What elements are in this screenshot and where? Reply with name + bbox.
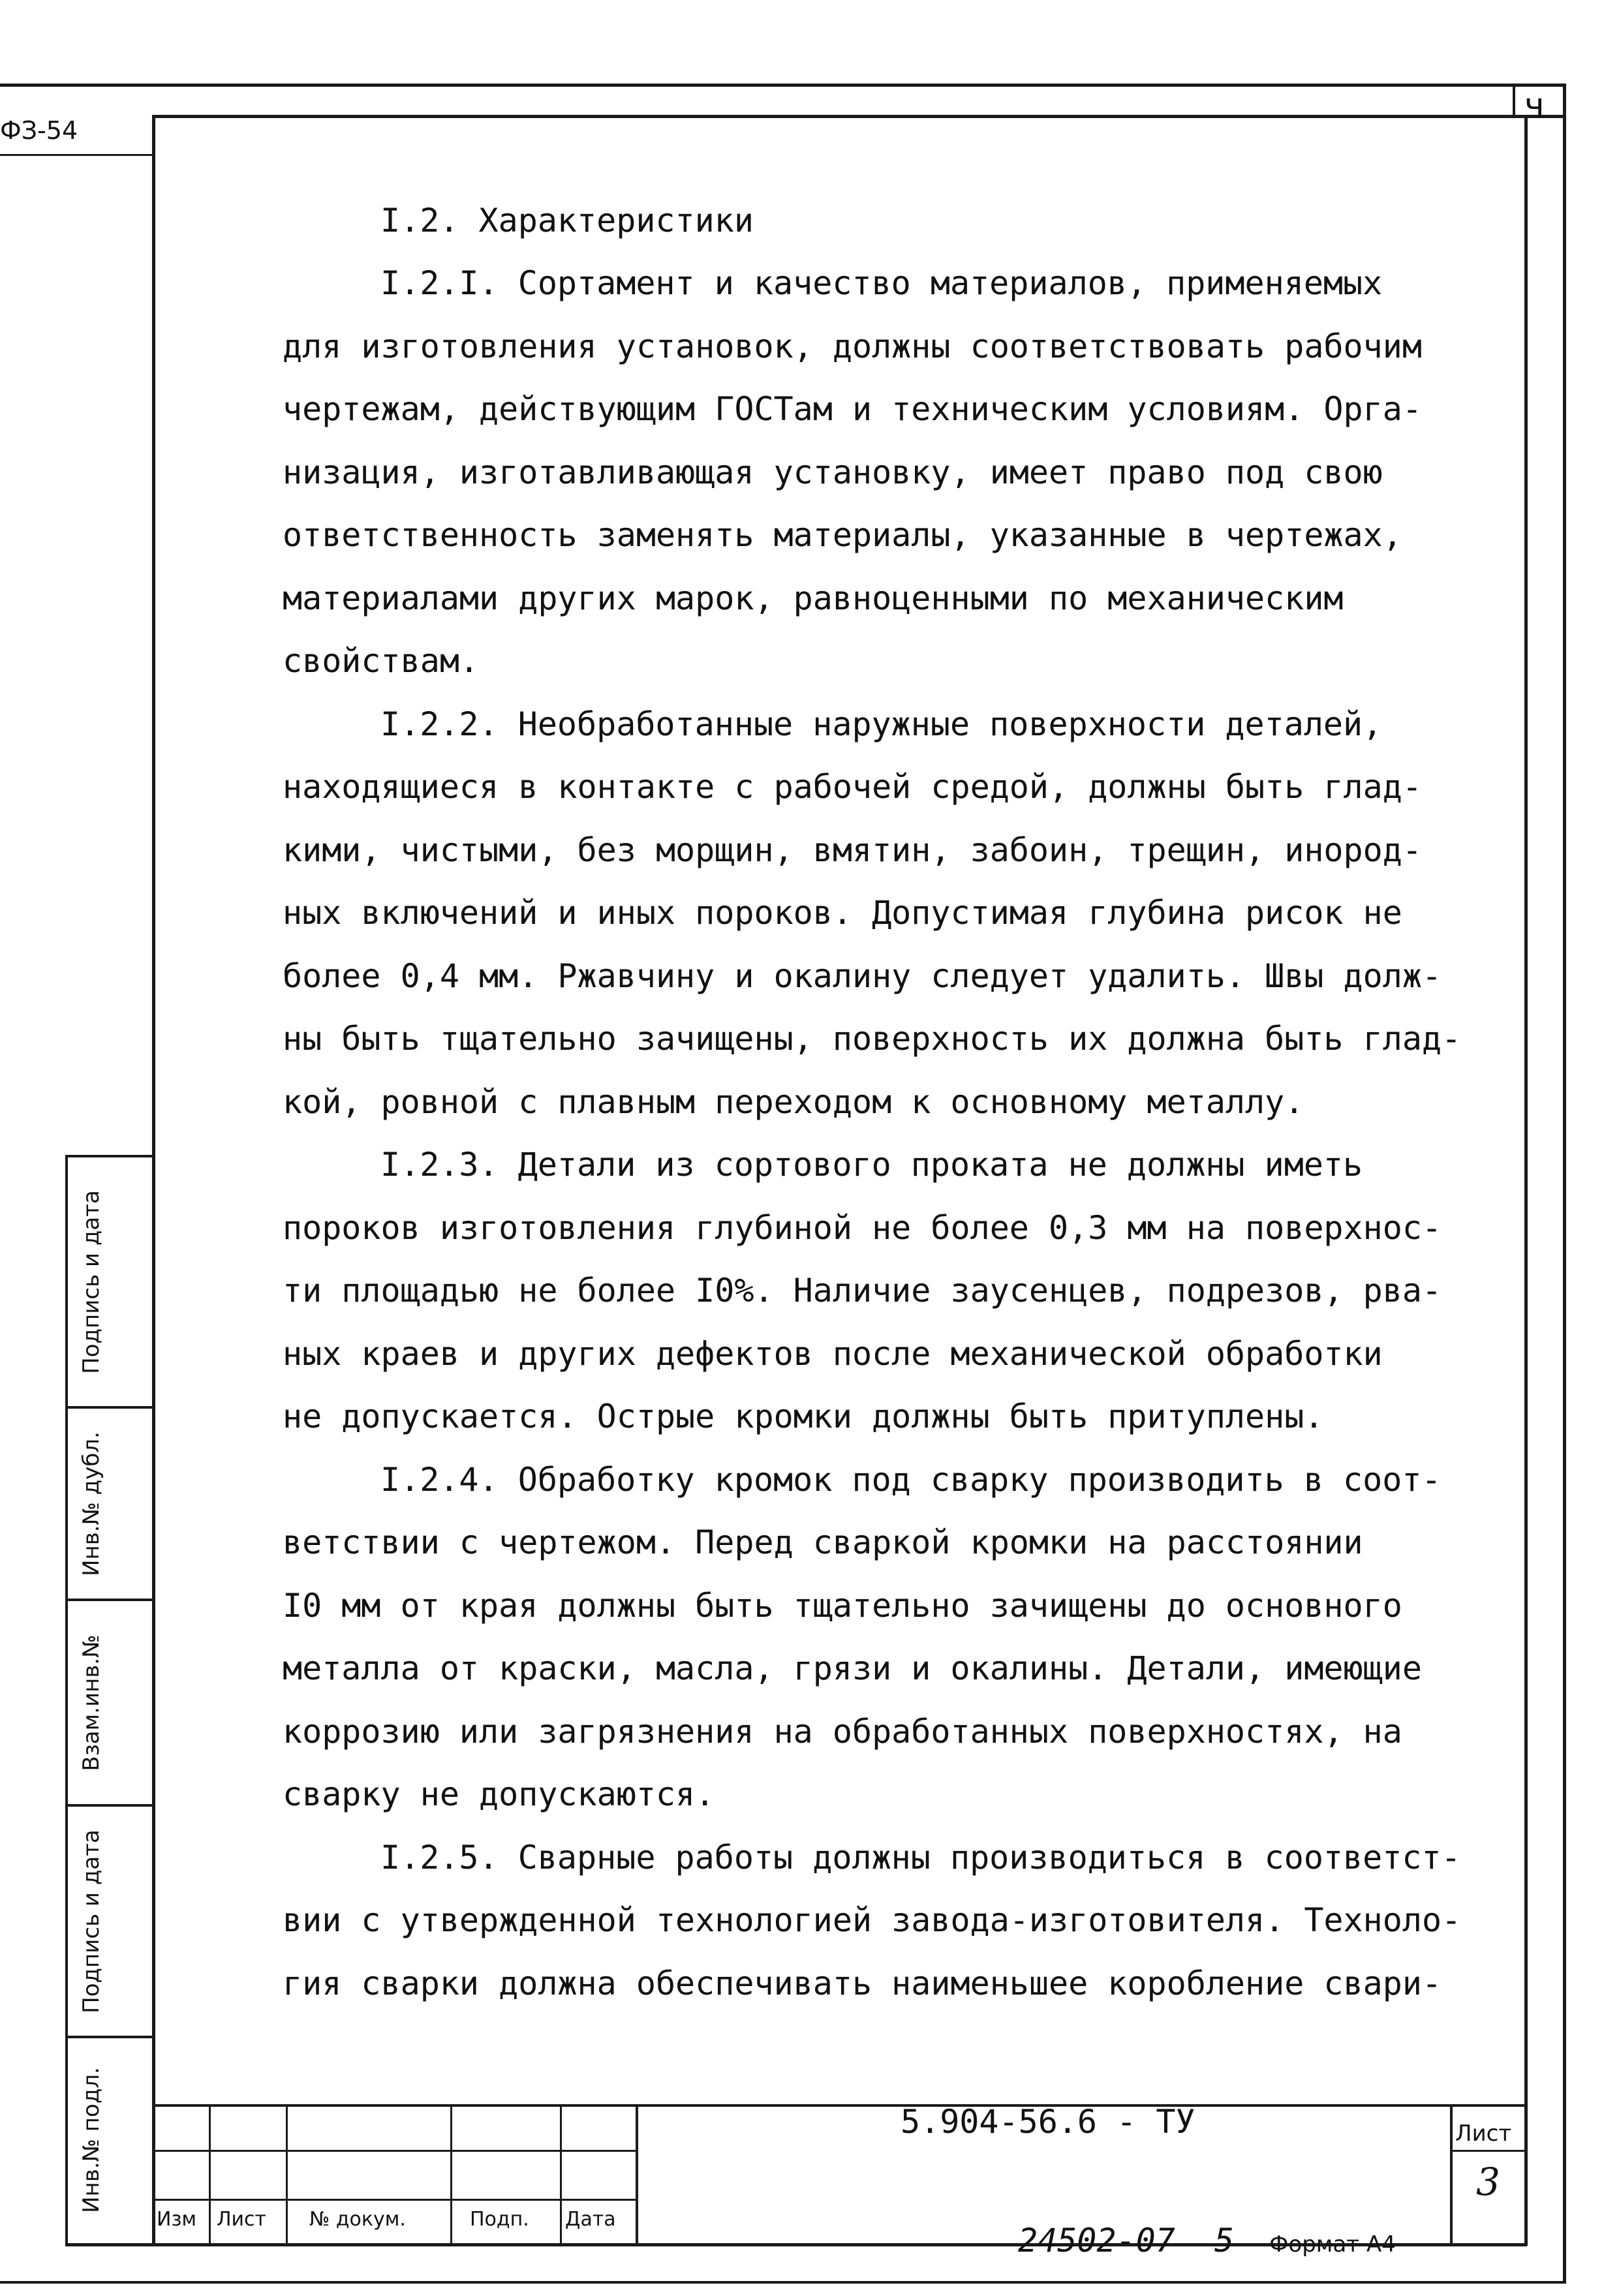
side-label-replacement-inv: Взам.инв.№ [78,1634,104,1771]
copy-number: 5 [1214,2222,1235,2259]
column-label-document-number: № докум. [309,2208,406,2231]
text-line: низация, изготавливающая установку, имеет право под свою [283,453,1383,491]
text-line: I.2.I. Сортамент и качество материалов, применяемых [380,264,1383,302]
corner-code: ФЗ-54 [0,116,78,145]
format-label: Формат А4 [1269,2231,1396,2258]
side-label-duplicate-inv: Инв.№ дубл. [78,1431,104,1576]
bottom-stamp [1018,2222,1396,2259]
text-line: сварку не допускаются. [283,1775,715,1813]
text-line: гия сварки должна обеспечивать наименьшее коробление свари- [283,1964,1442,2002]
main-text [283,189,1462,2015]
title-block-col-line [286,2104,288,2244]
title-block-row-line [154,2150,637,2152]
side-label-signature-date-2: Подпись и дата [78,1829,104,2013]
sheet-label: Лист [1455,2120,1512,2147]
text-line: I.2.4. Обработку кромок под сварку производить в соот- [380,1460,1442,1499]
text-line: находящиеся в контакте с рабочей средой, должны быть глад- [283,768,1422,806]
paragraph-1-2-2 [283,693,1462,1134]
column-label-revision: Изм [157,2208,197,2231]
side-column-left-line [65,1155,68,2244]
frame-left-line [152,115,155,2246]
title-block-col-line [450,2104,452,2244]
text-line: пороков изготовления глубиной не более 0,3 мм на поверхнос- [283,1208,1442,1247]
outer-bottom-line [0,2281,1566,2284]
text-line: более 0,4 мм. Ржавчину и окалину следует удалить. Швы долж- [283,957,1442,995]
text-line: ветствии с чертежом. Перед сваркой кромки на расстоянии [283,1523,1363,1561]
top-mark: ч [1524,86,1545,125]
text-line: чертежам, действующим ГОСТам и техническим условиям. Орга- [283,390,1422,428]
outer-right-line [1563,84,1566,2282]
column-label-signature: Подп. [470,2208,529,2231]
text-line: кими, чистыми, без морщин, вмятин, забоин, трещин, инород- [283,831,1422,869]
frame-right-line [1524,115,1528,2246]
text-line: металла от краски, масла, грязи и окалины. Детали, имеющие [283,1649,1422,1687]
column-label-sheet: Лист [217,2208,267,2231]
paragraph-1-2-3 [283,1133,1451,1448]
outer-top-line [0,84,1566,87]
text-line: вии с утвержденной технологией завода-изготовителя. Техноло- [283,1901,1462,1939]
paragraph-1-2-4 [283,1448,1451,1826]
text-line: кой, ровной с плавным переходом к основному металлу. [283,1082,1304,1121]
sheet-box-left-line [1450,2104,1453,2244]
frame-top-line [153,115,1566,118]
top-mark-box-line [1513,84,1515,117]
text-line: не допускается. Острые кромки должны быть притуплены. [283,1398,1324,1435]
side-column-top-line [65,1155,154,1157]
text-line: ны быть тщательно зачищены, поверхность их должна быть глад- [283,1020,1462,1058]
corner-code-underline [0,154,154,156]
side-label-original-inv: Инв.№ подл. [78,2067,104,2213]
section-heading: I.2. Характеристики [380,202,754,239]
text-line: материалами других марок, равноценными по механическим [283,579,1344,617]
title-block-top-line [154,2104,1527,2107]
text-line: I.2.2. Необработанные наружные поверхности деталей, [380,705,1383,743]
text-line: ответственность заменять материалы, указанные в чертежах, [283,516,1402,554]
title-block-col-line [560,2104,562,2244]
text-line: ных краев и других дефектов после механической обработки [283,1334,1383,1373]
text-line: I0 мм от края должны быть тщательно зачищены до основного [283,1586,1402,1625]
paragraph-1-2-5 [283,1826,1462,2015]
sheet-box-divider-line [1450,2150,1527,2152]
document-code: 5.904-56.6 - ТУ [901,2103,1195,2141]
text-line: ти площадью не более I0%. Наличие заусенцев, подрезов, рва- [283,1272,1442,1309]
column-label-date: Дата [565,2208,616,2231]
title-block-col-line [209,2104,211,2244]
text-line: для изготовления установок, должны соответствовать рабочим [283,327,1422,365]
text-line: коррозию или загрязнения на обработанных поверхностях, на [283,1712,1402,1751]
title-block-col-line [636,2104,638,2244]
text-line: I.2.5. Сварные работы должны производиться в соответст- [380,1838,1461,1876]
side-label-signature-date: Подпись и дата [78,1190,104,1374]
text-line: свойствам. [283,642,480,680]
paragraph-1-2-1 [283,252,1451,693]
sheet-number: 3 [1476,2160,1500,2204]
text-line: ных включений и иных пороков. Допустимая глубина рисок не [283,894,1402,932]
inventory-number: 24502-07 [1018,2222,1175,2259]
text-line: I.2.3. Детали из сортового проката не должны иметь [380,1146,1363,1184]
title-block-row-line [154,2199,637,2201]
